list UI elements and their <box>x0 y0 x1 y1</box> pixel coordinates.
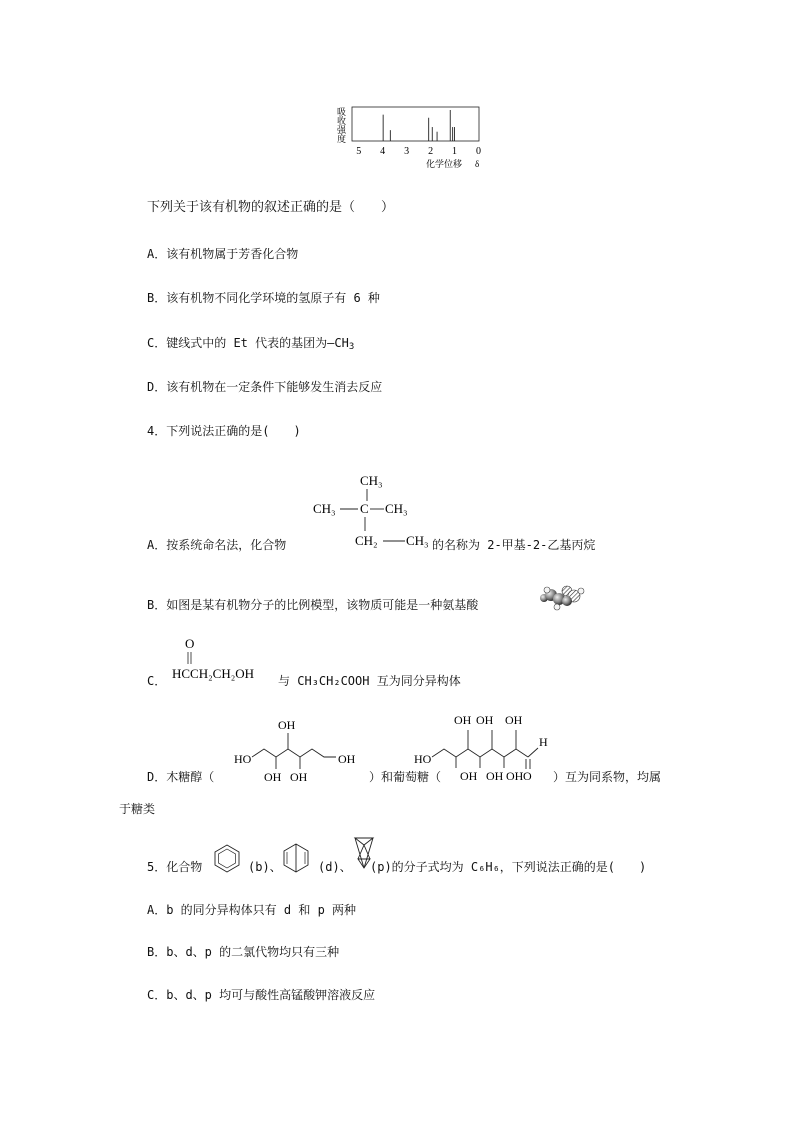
nmr-ylabel-3: 强 <box>337 125 347 135</box>
q4-option-c-pre: C． <box>147 674 167 688</box>
struct-ch3-bottom: CH₃ <box>406 533 429 548</box>
nmr-ylabel-2: 收 <box>337 116 347 126</box>
glucose-h: H <box>539 735 548 749</box>
xylitol-ho: HO <box>234 752 252 766</box>
q3-option-c-sub: 3 <box>348 342 355 352</box>
glucose-oh-t1: OH <box>476 713 494 727</box>
nmr-frame <box>352 107 479 141</box>
nmr-tick-0: 0 <box>476 146 481 157</box>
xylitol-oh-top: OH <box>278 718 296 732</box>
q5-p-label: (p)的分子式均为 C₆H₆，下列说法正确的是( ) <box>370 860 647 874</box>
nmr-spectrum <box>330 100 490 175</box>
xylitol-oh-b1: OH <box>264 770 282 784</box>
nmr-tick-4: 4 <box>380 146 386 157</box>
nmr-ylabel-1: 吸 <box>337 107 347 117</box>
q4-option-a-pre: A．按系统命名法，化合物 <box>147 538 287 552</box>
nmr-chart <box>330 100 490 175</box>
q4-stem: 4．下列说法正确的是( ) <box>147 424 301 438</box>
xylitol-structure <box>232 715 368 785</box>
q4-c-structure <box>170 635 282 685</box>
q4-option-c-post: 与 CH₃CH₂COOH 互为同分异构体 <box>278 674 461 688</box>
benzene-structure <box>212 843 242 873</box>
glucose-structure <box>412 708 557 788</box>
struct-ch3-left: CH₃ <box>313 501 336 516</box>
dewar-benzene-structure <box>281 842 311 874</box>
q4-option-d-mid: ）和葡萄糖（ <box>369 770 442 784</box>
q4-option-d-pre: D．木糖醇（ <box>147 770 215 784</box>
q4-a-structure <box>310 465 440 555</box>
glucose-oh-b1: OH <box>460 769 478 783</box>
q5-option-a: A．b 的同分异构体只有 d 和 p 两种 <box>147 903 357 917</box>
ball-model-image <box>537 582 587 612</box>
q4-option-a-post: 的名称为 2-甲基-2-乙基丙烷 <box>432 538 596 552</box>
q5-stem-pre: 5．化合物 <box>147 860 203 874</box>
glucose-oh-t2: OH <box>505 713 523 727</box>
q3-option-c-text: C．键线式中的 Et 代表的基团为—CH <box>147 336 349 350</box>
nmr-tick-1: 1 <box>452 146 458 157</box>
q3-option-c <box>147 335 354 355</box>
glucose-oh-b2: OH <box>486 769 504 783</box>
xylitol-oh-b2: OH <box>290 770 308 784</box>
struct-c: C <box>360 501 369 516</box>
q4-option-b: B．如图是某有机物分子的比例模型，该物质可能是一种氨基酸 <box>147 598 479 612</box>
q5-option-b: B．b、d、p 的二氯代物均只有三种 <box>147 945 340 959</box>
hcc-formula: HCCH₂CH₂OH <box>172 666 255 681</box>
q5-d-label: (d)、 <box>318 860 352 874</box>
q4-option-d-post: ）互为同系物，均属 <box>553 770 662 784</box>
q4-option-d-cont: 于糖类 <box>119 802 156 816</box>
nmr-ylabel-4: 度 <box>337 134 347 144</box>
nmr-delta: δ <box>475 159 480 169</box>
nmr-tick-2: 2 <box>428 146 434 157</box>
glucose-oh-t0: OH <box>454 713 472 727</box>
q3-option-d: D．该有机物在一定条件下能够发生消去反应 <box>147 380 383 394</box>
q5-option-c: C．b、d、p 均可与酸性高锰酸钾溶液反应 <box>147 988 376 1002</box>
glucose-o: O <box>523 769 532 783</box>
nmr-tick-3: 3 <box>404 146 410 157</box>
struct-ch3-top: CH₃ <box>360 473 383 488</box>
nmr-xlabel: 化学位移 <box>426 159 463 169</box>
nmr-tick-5: 5 <box>356 146 362 157</box>
struct-ch3-right: CH₃ <box>385 501 408 516</box>
glucose-oh-b3: OH <box>506 769 524 783</box>
q3-option-a: A．该有机物属于芳香化合物 <box>147 247 299 261</box>
struct-ch2: CH₂ <box>355 533 378 548</box>
xylitol-oh-right: OH <box>338 752 356 766</box>
q3-stem: 下列关于该有机物的叙述正确的是（ ） <box>147 200 395 215</box>
q5-b-label: (b)、 <box>248 860 282 874</box>
hcc-o: O <box>185 636 195 651</box>
glucose-ho: HO <box>414 752 432 766</box>
q3-option-b: B．该有机物不同化学环境的氢原子有 6 种 <box>147 291 380 305</box>
